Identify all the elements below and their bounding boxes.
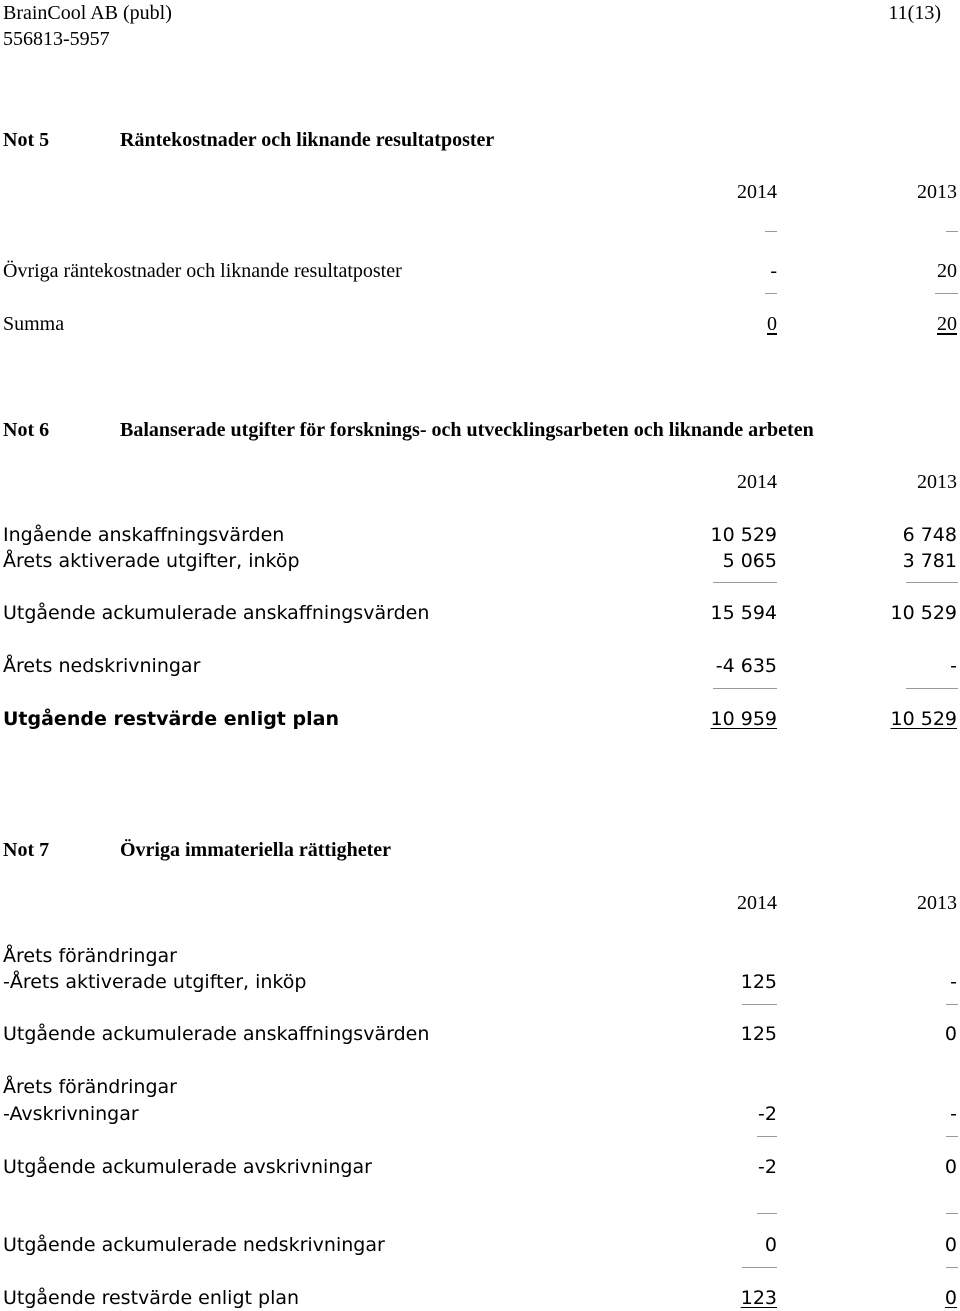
- note-label: Not 7: [3, 839, 50, 861]
- year-2014-header: 2014: [737, 181, 777, 203]
- note-title: Balanserade utgifter för forsknings- och utvecklingsarbeten och liknande arbeten: [120, 419, 814, 441]
- value-2014: 0: [767, 313, 777, 335]
- value-2013: 10 529: [890, 602, 957, 624]
- year-2013-header: 2013: [917, 181, 957, 203]
- value-2014: 125: [740, 1023, 777, 1045]
- section-heading: Årets förändringar: [3, 1076, 177, 1098]
- value-2013: 0: [944, 1156, 957, 1178]
- value-2013: -: [950, 655, 957, 677]
- value-2013: -: [950, 971, 957, 993]
- year-2013-header: 2013: [917, 892, 957, 914]
- row-label: Övriga räntekostnader och liknande resultatposter: [3, 260, 402, 282]
- value-2014: -2: [758, 1103, 777, 1125]
- row-label: -Avskrivningar: [3, 1103, 139, 1125]
- value-2014: 123: [740, 1287, 777, 1309]
- value-2013: 3 781: [902, 550, 957, 572]
- underline-mark: [757, 1136, 777, 1137]
- underline-mark: [946, 1136, 958, 1137]
- page-number: 11(13): [888, 2, 941, 24]
- underline-mark: [742, 1004, 777, 1005]
- row-label: Årets aktiverade utgifter, inköp: [3, 550, 300, 572]
- underline-mark: [946, 231, 958, 232]
- underline-mark: [713, 582, 777, 583]
- value-2013: 0: [944, 1234, 957, 1256]
- year-2014-header: 2014: [737, 892, 777, 914]
- row-label: Utgående ackumulerade nedskrivningar: [3, 1234, 385, 1256]
- value-2014: -2: [758, 1156, 777, 1178]
- value-2014: 125: [740, 971, 777, 993]
- value-2014: -: [770, 260, 777, 282]
- value-2014: -4 635: [715, 655, 777, 677]
- value-2014: 10 529: [710, 524, 777, 546]
- value-2014: 10 959: [710, 708, 777, 730]
- org-number: 556813-5957: [3, 28, 110, 50]
- year-2013-header: 2013: [917, 471, 957, 493]
- row-label: Utgående ackumulerade anskaffningsvärden: [3, 1023, 430, 1045]
- underline-mark: [713, 688, 777, 689]
- note-title: Övriga immateriella rättigheter: [120, 839, 391, 861]
- value-2013: 0: [944, 1023, 957, 1045]
- underline-mark: [742, 1267, 777, 1268]
- value-2013: 6 748: [902, 524, 957, 546]
- value-2013: 20: [937, 313, 957, 335]
- note-label: Not 5: [3, 129, 50, 151]
- underline-mark: [946, 1004, 958, 1005]
- underline-mark: [765, 293, 777, 294]
- row-label: Summa: [3, 313, 65, 335]
- value-2013: 0: [944, 1287, 957, 1309]
- value-2014: 0: [764, 1234, 777, 1256]
- row-label: Utgående ackumulerade avskrivningar: [3, 1156, 372, 1178]
- year-2014-header: 2014: [737, 471, 777, 493]
- section-heading: Årets förändringar: [3, 945, 177, 967]
- note-label: Not 6: [3, 419, 50, 441]
- underline-mark: [765, 231, 777, 232]
- underline-mark: [946, 1267, 958, 1268]
- note-title: Räntekostnader och liknande resultatposter: [120, 129, 495, 151]
- value-2013: 10 529: [890, 708, 957, 730]
- row-label: Ingående anskaffningsvärden: [3, 524, 285, 546]
- row-label: Utgående restvärde enligt plan: [3, 1287, 300, 1309]
- row-label: Utgående restvärde enligt plan: [3, 708, 339, 730]
- company-name: BrainCool AB (publ): [3, 2, 172, 24]
- underline-mark: [946, 1213, 958, 1214]
- row-label: -Årets aktiverade utgifter, inköp: [3, 971, 307, 993]
- row-label: Utgående ackumulerade anskaffningsvärden: [3, 602, 430, 624]
- underline-mark: [906, 582, 958, 583]
- underline-mark: [935, 293, 958, 294]
- underline-mark: [757, 1213, 777, 1214]
- underline-mark: [906, 688, 958, 689]
- value-2013: 20: [937, 260, 957, 282]
- value-2013: -: [950, 1103, 957, 1125]
- value-2014: 5 065: [722, 550, 777, 572]
- value-2014: 15 594: [710, 602, 777, 624]
- row-label: Årets nedskrivningar: [3, 655, 201, 677]
